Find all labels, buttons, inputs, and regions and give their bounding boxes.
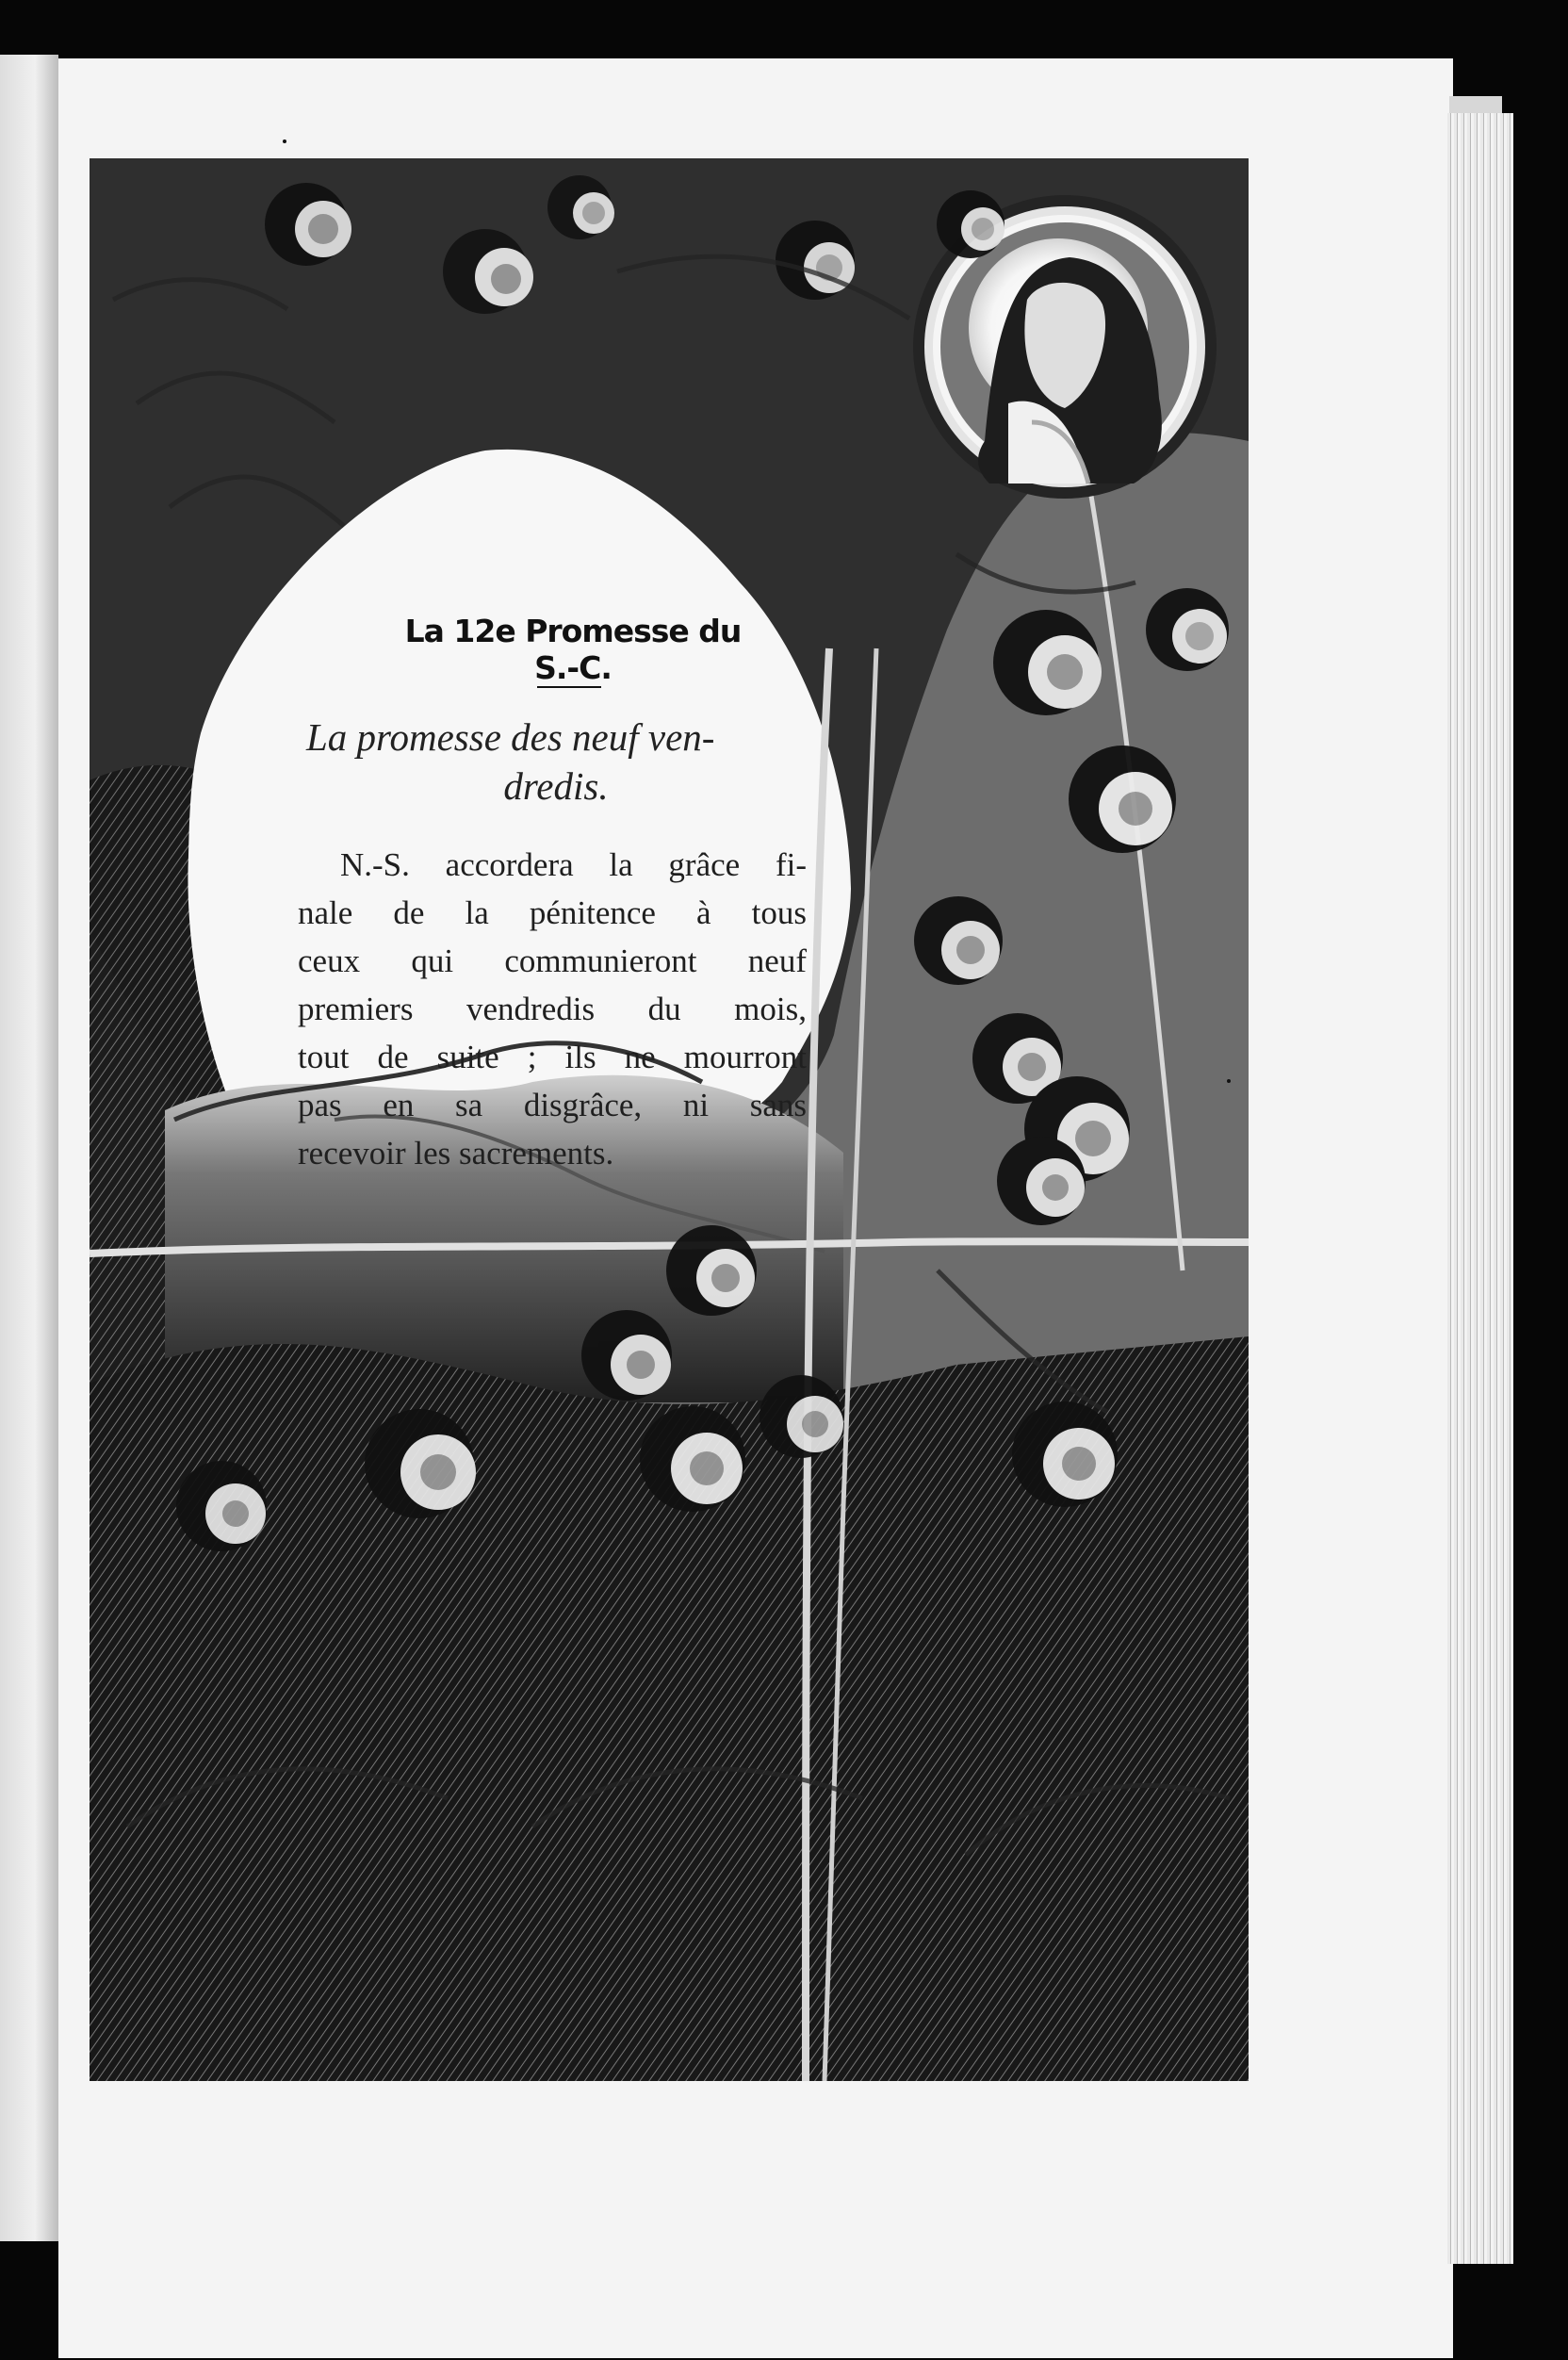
left-page-edge <box>0 55 58 2241</box>
dust-speck <box>283 139 286 143</box>
page-title: La 12e Promesse du S.-C. <box>404 613 742 686</box>
body-line-5: tout de suite ; ils ne mourront <box>298 1039 807 1075</box>
body-line-7: recevoir les sacrements. <box>298 1135 614 1172</box>
body-line-4: premiers vendredis du mois, <box>298 991 807 1027</box>
promise-text <box>298 841 807 1177</box>
body-line-3: ceux qui communieront neuf <box>298 942 807 979</box>
title-rule <box>537 686 601 688</box>
body-line-6: pas en sa disgrâce, ni sans <box>298 1087 807 1123</box>
subtitle-line-1: La promesse des neuf ven- <box>306 715 715 759</box>
subtitle-line-2: dredis. <box>503 764 609 808</box>
subtitle <box>306 713 806 811</box>
body-line-2: nale de la pénitence à tous <box>298 894 807 931</box>
body-line-1: N.-S. accordera la grâce fi- <box>340 846 807 883</box>
dust-speck <box>1227 1079 1231 1083</box>
page-stack <box>1447 113 1513 2264</box>
